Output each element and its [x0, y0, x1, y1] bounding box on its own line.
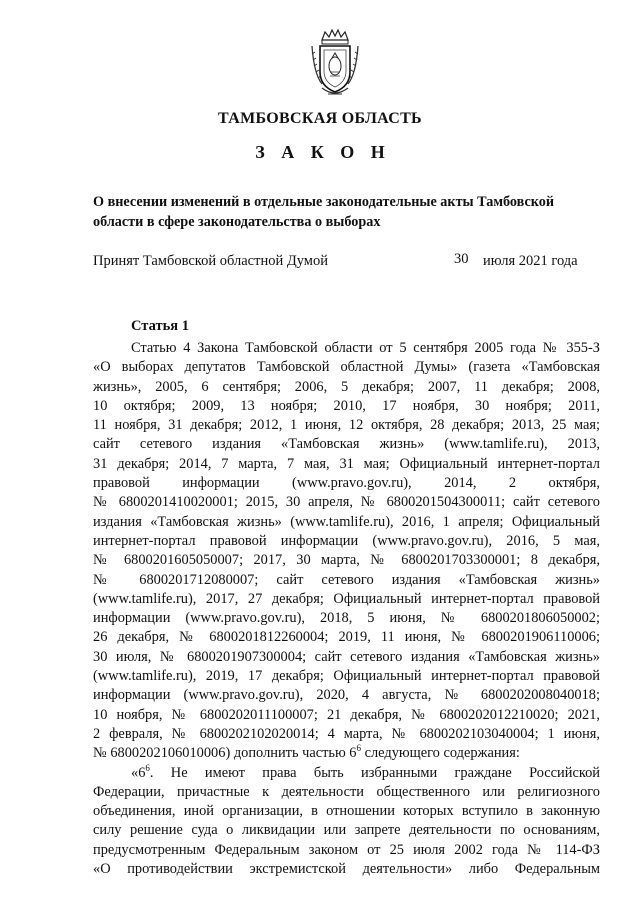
law-subject	[93, 192, 598, 232]
body-line: 31 декабря; 2014, 7 марта, 7 мая, 31 мая; Официальный интернет-портал	[93, 455, 600, 472]
body-line: 10 октября; 2009, 13 ноября; 2010, 17 ноября, 30 ноября; 2011,	[93, 397, 600, 414]
text-run: № 6800202106010006) дополнить частью 6	[93, 745, 357, 762]
body-line: 11 ноября, 31 декабря; 2012, 1 июня, 12 октября, 28 декабря; 2013, 25 мая;	[93, 417, 600, 434]
body-line: № 6800201712080007; сайт сетевого издания «Тамбовская жизнь»	[93, 571, 600, 588]
body-line-new-part	[93, 764, 600, 783]
body-line: интернет-портал правовой информации (www.pravo.gov.ru), 2016, 5 мая,	[93, 532, 600, 549]
body-line: 26 декабря, № 6800201812260004; 2019, 11 июня, № 6800201906110006;	[93, 629, 600, 646]
text-run: следующего содержания:	[361, 745, 520, 762]
superscript: 6	[356, 743, 362, 754]
body-line: 10 ноября, № 6800202011100007; 21 декабря, № 6800202012210020; 2021,	[93, 706, 600, 723]
article-body	[93, 339, 600, 879]
body-line: «О выборах депутатов Тамбовской областной Думы» (газета «Тамбовская	[93, 359, 600, 376]
body-line: правовой информации (www.pravo.gov.ru), 2014, 2 октября,	[93, 475, 600, 492]
body-line: жизнь», 2005, 6 сентября; 2006, 5 декабря; 2007, 11 декабря; 2008,	[93, 378, 600, 395]
adoption-month-year: июля 2021 года	[483, 253, 578, 269]
body-line: 2 февраля, № 6800202102020014; 4 марта, № 6800202103040004; 1 июня,	[93, 725, 600, 742]
text-run: «6	[131, 764, 146, 781]
document-type-title: З А К О Н	[255, 142, 391, 162]
body-line: предусмотренным Федеральным законом от 25 июля 2002 года № 114-ФЗ	[93, 841, 600, 858]
body-line: Статью 4 Закона Тамбовской области от 5 сентября 2005 года № 355-З	[131, 340, 600, 356]
body-line: № 6800201605050007; 2017, 30 марта, № 6800201703300001; 8 декабря,	[93, 552, 600, 569]
adopting-body: Принят Тамбовской областной Думой	[93, 253, 328, 269]
subject-line: О внесении изменений в отдельные законодательные акты Тамбовской	[93, 194, 555, 210]
adoption-day: 30	[454, 251, 469, 267]
body-line: № 6800201410020001; 2015, 30 апреля, № 6800201504300011; сайт сетевого	[93, 494, 600, 511]
body-line: объединения, иной организации, в отношении которых вступило в законную	[93, 803, 600, 820]
body-line: силу решение суда о ликвидации или запрете деятельности по основаниям,	[93, 822, 600, 839]
body-line: (www.tamlife.ru), 2017, 27 декабря; Официальный интернет-портал правовой	[93, 590, 600, 607]
body-line: информации (www.pravo.gov.ru), 2020, 4 августа, № 6800202008040018;	[93, 687, 600, 704]
text-run: . Не имеют права быть избранными граждане Российской	[149, 764, 600, 781]
body-line: (www.tamlife.ru), 2019, 17 декабря; Официальный интернет-портал правовой	[93, 668, 600, 685]
body-line: сайт сетевого издания «Тамбовская жизнь» (www.tamlife.ru), 2013,	[93, 436, 600, 453]
region-name: ТАМБОВСКАЯ ОБЛАСТЬ	[218, 110, 422, 127]
body-line: Федерации, причастные к деятельности общественного или религиозного	[93, 783, 600, 800]
body-line-amendment-intro	[93, 744, 600, 763]
superscript: 6	[145, 762, 150, 773]
body-line: издания «Тамбовская жизнь» (www.tamlife.ru), 2016, 1 апреля; Официальный	[93, 513, 600, 530]
body-line: «О противодействии экстремистской деятельности» либо Федеральным	[93, 861, 600, 878]
body-line: 30 июля, № 6800201907300004; сайт сетевого издания «Тамбовская жизнь»	[93, 648, 600, 665]
body-line: информации (www.pravo.gov.ru), 2018, 5 июня, № 6800201806050002;	[93, 610, 600, 627]
coat-of-arms-emblem	[308, 28, 362, 102]
article-heading: Статья 1	[131, 318, 189, 334]
subject-line: области в сфере законодательства о выборах	[93, 214, 381, 230]
